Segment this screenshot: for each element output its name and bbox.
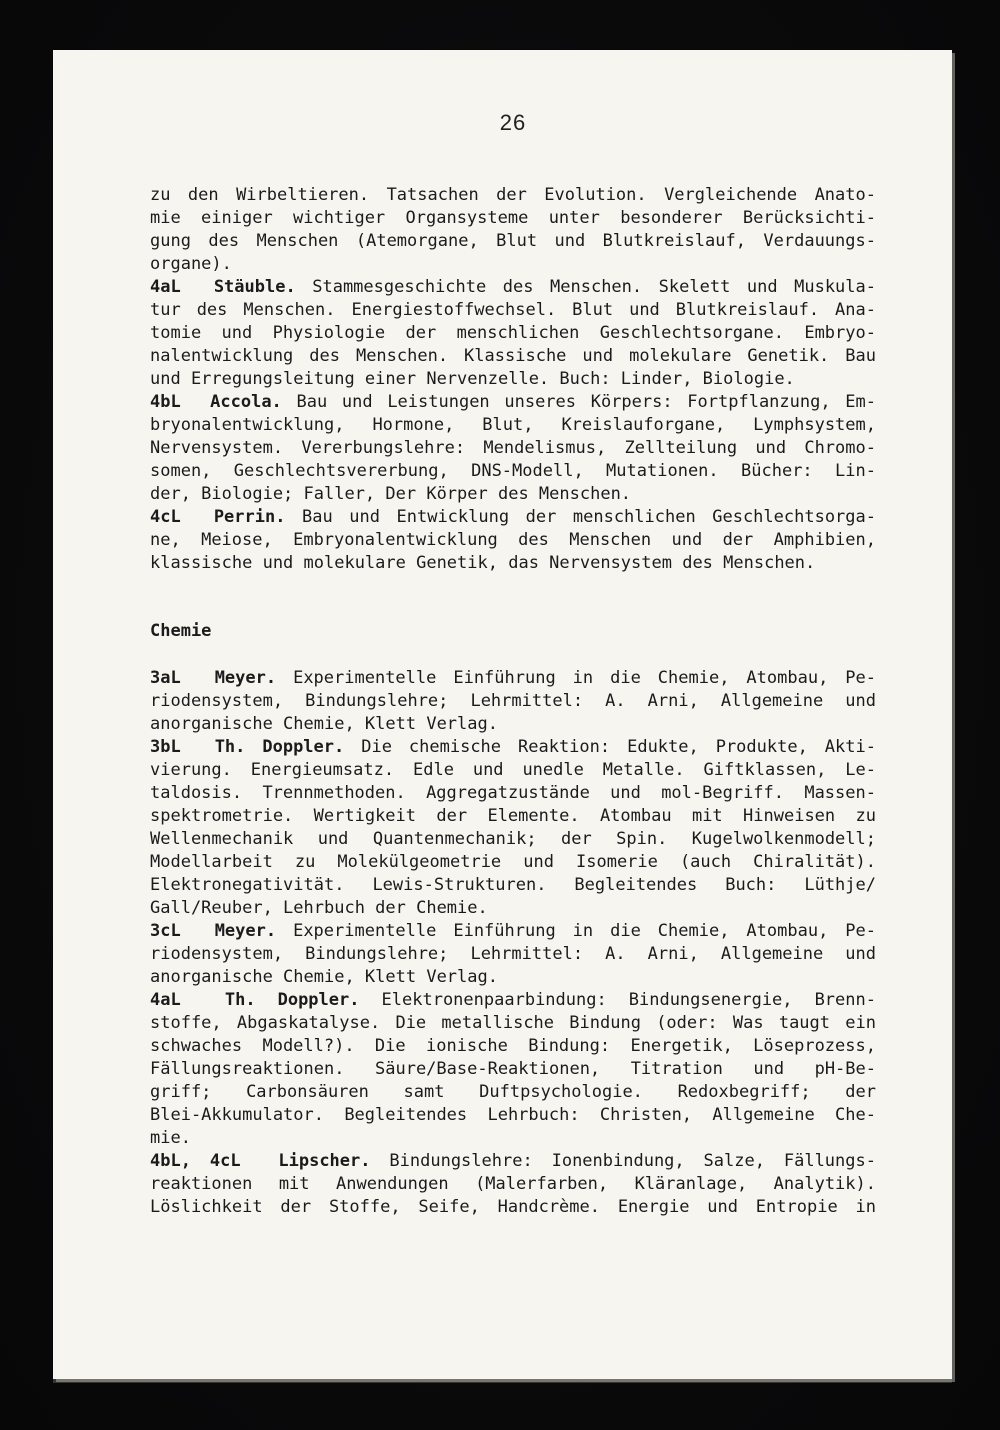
teacher-name: Accola.: [210, 392, 282, 412]
course-paragraph: [150, 391, 876, 506]
course-code: 3bL: [150, 737, 181, 757]
text-line: taldosis. Trennmethoden. Aggregatzustände und mol-Begriff. Massen-: [150, 783, 876, 803]
text-line: 3aL Meyer. Experimentelle Einführung in die Chemie, Atombau, Pe-: [150, 668, 876, 688]
course-code: 4bL: [150, 392, 181, 412]
course-code: 4bL, 4cL: [150, 1151, 241, 1171]
course-paragraph: [150, 989, 876, 1150]
text-line: tur des Menschen. Energiestoffwechsel. Blut und Blutkreislauf. Ana-: [150, 300, 876, 320]
text-line: riodensystem, Bindungslehre; Lehrmittel: A. Arni, Allgemeine und: [150, 944, 876, 964]
text-line: somen, Geschlechtsvererbung, DNS-Modell, Mutationen. Bücher: Lin-: [150, 461, 876, 481]
section-heading: Chemie: [150, 621, 212, 641]
text-line: 4aL Stäuble. Stammesgeschichte des Menschen. Skelett und Muskula-: [150, 277, 876, 297]
text-line: griff; Carbonsäuren samt Duftpsychologie. Redoxbegriff; der: [150, 1082, 876, 1102]
text-line: zu den Wirbeltieren. Tatsachen der Evolution. Vergleichende Anato-: [150, 185, 876, 205]
text-line: Gall/Reuber, Lehrbuch der Chemie.: [150, 898, 488, 918]
text-line: Modellarbeit zu Molekülgeometrie und Isomerie (auch Chiralität).: [150, 852, 876, 872]
text-line: anorganische Chemie, Klett Verlag.: [150, 714, 498, 734]
text-line: nalentwicklung des Menschen. Klassische und molekulare Genetik. Bau: [150, 346, 876, 366]
course-paragraph: [150, 667, 876, 736]
text-line: Nervensystem. Vererbungslehre: Mendelismus, Zellteilung und Chromo-: [150, 438, 876, 458]
text-line: stoffe, Abgaskatalyse. Die metallische Bindung (oder: Was taugt ein: [150, 1013, 876, 1033]
text-line: bryonalentwicklung, Hormone, Blut, Kreislauforgane, Lymphsystem,: [150, 415, 876, 435]
body-text: [150, 184, 876, 1219]
text-line: 4bL, 4cL Lipscher. Bindungslehre: Ionenbindung, Salze, Fällungs-: [150, 1151, 876, 1171]
page-number: 26: [499, 110, 527, 135]
text-line: anorganische Chemie, Klett Verlag.: [150, 967, 498, 987]
text-line: und Erregungsleitung einer Nervenzelle. Buch: Linder, Biologie.: [150, 369, 795, 389]
text-line: 4aL Th. Doppler. Elektronenpaarbindung: Bindungsenergie, Brenn-: [150, 990, 876, 1010]
course-code: 3aL: [150, 668, 181, 688]
text-line: organe).: [150, 254, 232, 274]
text-line: ne, Meiose, Embryonalentwicklung des Menschen und der Amphibien,: [150, 530, 876, 550]
teacher-name: Meyer.: [214, 921, 277, 941]
text-line: 4cL Perrin. Bau und Entwicklung der menschlichen Geschlechtsorga-: [150, 507, 876, 527]
text-line: riodensystem, Bindungslehre; Lehrmittel: A. Arni, Allgemeine und: [150, 691, 876, 711]
text-line: tomie und Physiologie der menschlichen Geschlechtsorgane. Embryo-: [150, 323, 876, 343]
teacher-name: Perrin.: [213, 507, 286, 527]
course-code: 4aL: [150, 277, 181, 297]
text-line: vierung. Energieumsatz. Edle und unedle Metalle. Giftklassen, Le-: [150, 760, 876, 780]
course-code: 4aL: [150, 990, 181, 1010]
text-line: 3bL Th. Doppler. Die chemische Reaktion: Edukte, Produkte, Akti-: [150, 737, 876, 757]
course-paragraph: [150, 1150, 876, 1219]
teacher-name: Stäuble.: [213, 277, 296, 297]
text-line: Wellenmechanik und Quantenmechanik; der Spin. Kugelwolkenmodell;: [150, 829, 876, 849]
course-paragraph: [150, 506, 876, 575]
text-line: klassische und molekulare Genetik, das Nervensystem des Menschen.: [150, 553, 816, 573]
text-line: spektrometrie. Wertigkeit der Elemente. Atombau mit Hinweisen zu: [150, 806, 876, 826]
text-line: reaktionen mit Anwendungen (Malerfarben, Kläranlage, Analytik).: [150, 1174, 876, 1194]
teacher-name: Th. Doppler.: [224, 990, 360, 1010]
text-line: Löslichkeit der Stoffe, Seife, Handcrème. Energie und Entropie in: [150, 1197, 876, 1217]
text-line: der, Biologie; Faller, Der Körper des Menschen.: [150, 484, 632, 504]
text-line: schwaches Modell?). Die ionische Bindung: Energetik, Löseprozess,: [150, 1036, 876, 1056]
course-paragraph: [150, 736, 876, 920]
text-line: Elektronegativität. Lewis-Strukturen. Begleitendes Buch: Lüthje/: [150, 875, 876, 895]
course-code: 3cL: [150, 921, 181, 941]
text-line: 3cL Meyer. Experimentelle Einführung in die Chemie, Atombau, Pe-: [150, 921, 876, 941]
text-line: mie einiger wichtiger Organsysteme unter besonderer Berücksichti-: [150, 208, 876, 228]
teacher-name: Meyer.: [214, 668, 277, 688]
document-page: [53, 50, 952, 1379]
teacher-name: Lipscher.: [278, 1151, 371, 1171]
text-line: 4bL Accola. Bau und Leistungen unseres Körpers: Fortpflanzung, Em-: [150, 392, 876, 412]
text-line: Fällungsreaktionen. Säure/Base-Reaktionen, Titration und pH-Be-: [150, 1059, 876, 1079]
course-paragraph: [150, 184, 876, 276]
course-code: 4cL: [150, 507, 181, 527]
course-paragraph: [150, 276, 876, 391]
text-line: Blei-Akkumulator. Begleitendes Lehrbuch: Christen, Allgemeine Che-: [150, 1105, 876, 1125]
course-paragraph: [150, 920, 876, 989]
text-line: mie.: [150, 1128, 191, 1148]
text-line: gung des Menschen (Atemorgane, Blut und Blutkreislauf, Verdauungs-: [150, 231, 876, 251]
teacher-name: Th. Doppler.: [214, 737, 345, 757]
